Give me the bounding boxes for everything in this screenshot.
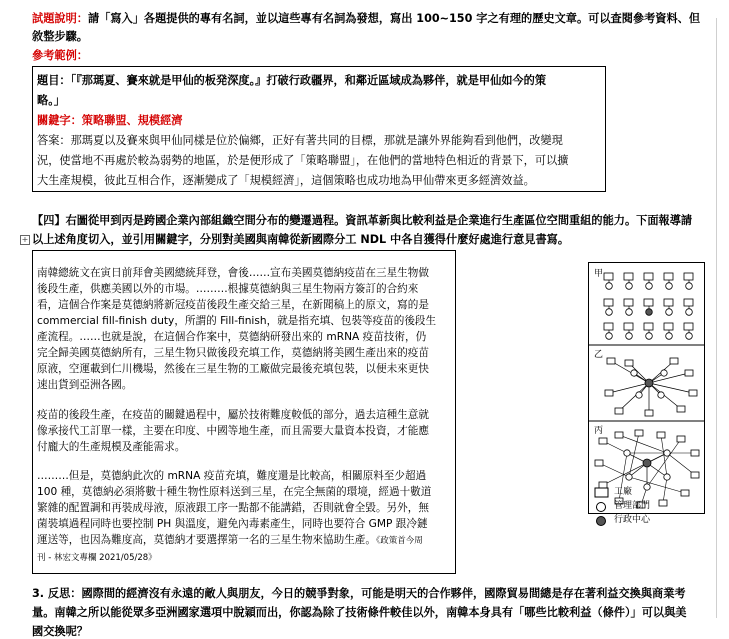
factory-node: [664, 273, 673, 280]
article-line: 付龐大的生產規模及產能需求。: [37, 441, 186, 453]
article-line: 速出貨到亞洲各國。: [37, 379, 133, 391]
factory-node: [684, 273, 693, 280]
example-label: 參考範例：: [32, 49, 88, 62]
example-title-line-1: [37, 73, 546, 88]
management-node: [666, 283, 673, 290]
question3-line-3: 國交換呢？: [32, 625, 88, 638]
panel-b-label: 乙: [594, 350, 604, 360]
management-node: [606, 283, 613, 290]
article-line: 看，這個合作案是莫德納將新冠疫苗後段生產交給三星，在新聞稿上的原文，寫的是: [37, 299, 429, 311]
example-answer-line-1: 答案：那瑪夏以及賽來與甲仙同樣是位於偏鄉，正好有著共同的目標，那就是讓外界能夠看到他們，改變現: [37, 134, 563, 147]
instructions-line-2: 敘整步驟。: [32, 30, 88, 43]
article-line-text: 運送等，也因為難度高，莫德納才要選擇第一名的三星生物來協助生產。: [37, 534, 376, 546]
management-node: [661, 370, 667, 376]
management-node: [686, 283, 693, 290]
article-line: 100 種，莫德納必須將數十種生物性原料送到三星，在完全無菌的環境，經過十數道: [37, 486, 432, 498]
example-title-line-2: 略。」: [37, 94, 65, 107]
example-keywords: 關鍵字：策略聯盟、規模經濟: [37, 114, 183, 127]
question4-line-2: 以上述角度切入，並引用關鍵字，分別對美國與南韓從新國際分工 NDL 中各自獲得什麼好處進行意見書寫。: [32, 233, 570, 246]
link-line: [599, 463, 629, 477]
management-node: [658, 392, 664, 398]
factory-node: [624, 299, 633, 306]
factory-node: [644, 273, 653, 280]
article-line: 完全歸美國莫德納所有，三星生物只做後段充填工作，莫德納將美國生產出來的疫苗: [37, 347, 429, 359]
example-answer-line-3: 大生產規模，彼此互相合作，逐漸變成了「規模經濟」，這個策略也成功地為甲仙帶來更多經濟效益。: [37, 174, 535, 187]
factory-node: [664, 323, 673, 330]
article-line: 像承接代工訂單一樣，主要在印度、中國等地生產，而且需要大量資本投資，才能應: [37, 425, 429, 437]
panel-a-label: 甲: [594, 269, 604, 279]
management-node: [664, 474, 670, 480]
factory-node: [689, 390, 697, 396]
article-line: 產流程。……也就是說，在這個合作案中，莫德納研發出來的 mRNA 疫苗技術，仍: [37, 331, 427, 343]
factory-node: [645, 410, 653, 416]
factory-node: [607, 358, 615, 364]
diagram-svg: [589, 263, 704, 513]
article-line: 疫苗的後段生產，在疫苗的關鍵過程中，屬於技術難度較低的部分，過去這種生意就: [37, 409, 429, 421]
article-box: [32, 250, 456, 574]
admin-center-node: [646, 309, 653, 316]
factory-node: [604, 273, 613, 280]
article-line: ………但是，莫德納此次的 mRNA 疫苗充填，難度還是比較高，相關原料至少超過: [37, 470, 427, 482]
management-node: [626, 309, 633, 316]
panel-b-network: [605, 358, 697, 416]
question3-line-1: 3. 反思：國際間的經濟沒有永遠的敵人與朋友，今日的競爭對象，可能是明天的合作夥伴，國際貿易間總是存在著利益交換與商業考: [32, 587, 686, 600]
link-line: [647, 439, 681, 487]
management-node: [631, 370, 637, 376]
question3-line-2: 量。南韓之所以能從眾多亞洲國家選項中脫穎而出，你認為除了技術條件較佳以外，南韓本身具有「哪些比較利益（條件）」可以與美: [32, 606, 687, 619]
management-node: [606, 333, 613, 340]
legend-item-admin-center: [588, 514, 708, 528]
article-line: 繁雜的配置調和再裝成母液，原液跟工序一點都不能講錯，否則就會全毀。另外，無: [37, 502, 429, 514]
instructions-text-1: 請「寫入」各題提供的專有名詞，並以這些專有名詞為發想，寫出 100~150 字之有理的歷史文章。可以查閱參考資料、但: [87, 12, 701, 25]
factory-node: [644, 323, 653, 330]
article-citation-1: 《政策首今周: [376, 536, 423, 546]
admin-center-node: [643, 459, 651, 467]
panel-a-grid: [604, 273, 693, 339]
management-node: [626, 474, 632, 480]
factory-node: [670, 358, 678, 364]
admin-center-filled-circle-icon: [594, 515, 610, 527]
factory-node: [657, 432, 665, 438]
management-node: [686, 309, 693, 316]
factory-node: [685, 370, 693, 376]
factory-square-icon: [594, 487, 610, 499]
diagram-legend: [588, 486, 708, 528]
legend-label: 管理部門: [614, 501, 651, 511]
article-line: 原液，空運載到仁川機場，然後在三星生物的工廠做完最後充填包裝，以便未來更快: [37, 363, 429, 375]
factory-node: [595, 460, 603, 466]
article-line: 南韓總統文在寅日前拜會美國總統拜登，會後……宣布美國莫德納疫苗在三星生物做: [37, 267, 429, 279]
legend-item-management: [588, 500, 708, 514]
management-node: [626, 333, 633, 340]
management-node: [606, 309, 613, 316]
factory-node: [604, 299, 613, 306]
management-node: [664, 450, 670, 456]
legend-item-factory: [588, 486, 708, 500]
page-edge: [716, 18, 717, 618]
link-line: [603, 453, 667, 485]
link-line: [619, 383, 649, 411]
factory-node: [644, 299, 653, 306]
question4-line-1: 【四】右圖從甲到丙是跨國企業內部組織空間分布的變遷過程。資訊革新與比較利益是企業進行生產區位空間重組的能力。下面報導請: [32, 214, 693, 227]
factory-node: [605, 390, 613, 396]
management-node: [636, 392, 642, 398]
factory-node: [624, 273, 633, 280]
management-node: [624, 450, 630, 456]
example-title-label: 題目：: [37, 74, 71, 87]
management-node: [626, 283, 633, 290]
article-line: commercial fill-finish duty，所謂的 Fill-finish，就是指充填、包裝等疫苗的後段生: [37, 315, 437, 327]
management-node: [666, 333, 673, 340]
factory-node: [599, 438, 607, 444]
article-line: 菌裝填過程同時也要控制 PH 與溫度，避免內毒素產生，同時也要符合 GMP 跟冷鏈: [37, 518, 428, 530]
article-citation-2: 刊 - 林宏文專欄 2021/05/28》: [37, 553, 157, 563]
example-title-text-1: 「『那瑪夏、賽來就是甲仙的板発深度。』打破行政疆界，和鄰近區域成為夥伴，就是甲仙如今的策: [70, 74, 547, 87]
management-node: [686, 333, 693, 340]
example-answer-line-2: 況，使當地不再處於較為弱勢的地區，於是便形成了「策略聯盟」，在他們的當地特色相近的背景下，可以擴: [37, 154, 569, 167]
management-node: [666, 309, 673, 316]
factory-node: [624, 323, 633, 330]
link-line: [609, 383, 649, 393]
factory-node: [677, 436, 685, 442]
article-line: 後段生產，供應美國以外的市場。………根據莫德納與三星生物兩方簽訂的合約來: [37, 283, 419, 295]
table-move-handle[interactable]: +: [21, 235, 29, 244]
panel-c-label: 丙: [594, 426, 604, 436]
admin-center-node: [645, 379, 653, 387]
factory-node: [664, 299, 673, 306]
factory-node: [691, 472, 699, 478]
factory-node: [684, 323, 693, 330]
factory-node: [635, 430, 643, 436]
factory-node: [625, 360, 633, 366]
enterprise-spatial-diagram: [588, 262, 705, 514]
factory-node: [604, 323, 613, 330]
legend-label: 行政中心: [614, 515, 651, 525]
example-box: [32, 66, 606, 192]
factory-node: [677, 406, 685, 412]
factory-node: [684, 299, 693, 306]
factory-node: [615, 432, 623, 438]
management-node: [646, 333, 653, 340]
management-node: [646, 283, 653, 290]
management-circle-icon: [594, 501, 610, 513]
instructions-line-1: [32, 11, 700, 26]
instructions-label: 試題說明：: [32, 12, 88, 25]
factory-node: [615, 408, 623, 414]
article-line: [37, 533, 423, 548]
factory-node: [691, 450, 699, 456]
legend-label: 工廠: [614, 487, 633, 497]
